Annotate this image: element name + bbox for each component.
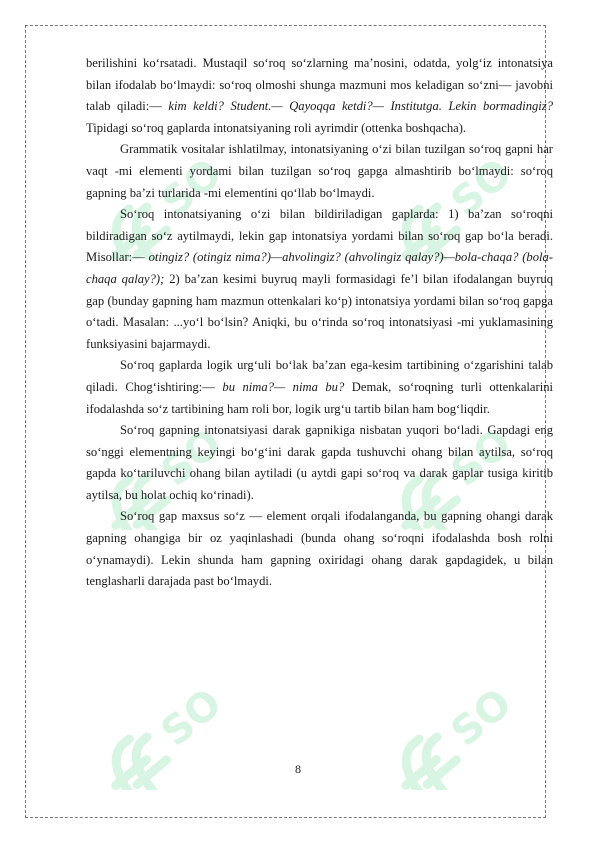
svg-text:SO: SO — [152, 680, 231, 756]
italic-run: kim keldi? Student.— Qayoqqa ketdi?— Institutga. Lekin bormadingiz? — [168, 99, 554, 114]
text-run: Grammatik vositalar ishlatilmay, intonatsiyaning o‘zi bilan tuzilgan so‘roq gapni har vaqt -mi elementi yordami bilan tuzilgan so‘roq gapga almashtirib bo‘lmaydi: so‘roq gapning ba’zi turlarida -mi elementini qo‘llab bo‘lmaydi. — [86, 142, 553, 200]
page-number: 8 — [295, 762, 301, 776]
italic-run: otingiz? (otingiz nima?)—ahvolingiz? (ahvolingiz qalay?)—bola-chaqa? (bola-chaqa qalay?); — [86, 250, 553, 286]
svg-text:SO: SO — [442, 680, 521, 756]
italic-run: bu nima?— nima bu? — [222, 379, 345, 394]
paragraph — [86, 506, 553, 592]
svg-text:SO: SO — [442, 420, 521, 496]
paragraph — [86, 139, 553, 204]
paragraph — [86, 53, 553, 139]
text-run: 2) ba’zan kesimi buyruq mayli formasidagi fe’l bilan ifodalangan buyruq gap (bunday gapning ham mazmun ottenkalari ko‘p) intonatsiya yordami bilan so‘roq gapga o‘tadi. Masalan: ...yo‘l bo‘lsin? Aniqki, bu o‘rinda so‘roq intonatsiyasi -mi yuklamasining funksiyasini bajarmaydi. — [86, 271, 554, 351]
text-run: So‘roq intonatsiyaning o‘zi bilan bildiriladigan gaplarda: 1) ba’zan so‘roqni bildiradigan so‘z aytilmaydi, lekin gap intonatsiya yordami bilan so‘roq gap bo‘la beradi. Misollar:— — [86, 207, 553, 265]
paragraph — [86, 204, 553, 355]
svg-text:SO: SO — [152, 420, 231, 496]
svg-text:SO: SO — [152, 150, 231, 226]
text-run: berilishini ko‘rsatadi. Mustaqil so‘roq so‘zlarning ma’nosini, odatda, yolg‘iz intonatsiya bilan ifodalab bo‘lmaydi: so‘roq olmoshi shunga mazmuni mos keladigan so‘zni— javobni talab qiladi:— — [86, 56, 553, 114]
text-run: So‘roq gaplarda logik urg‘uli bo‘lak ba’zan ega-kesim tartibining o‘zgarishini talab qiladi. Chog‘ishtiring:— — [86, 358, 553, 394]
text-run: So‘roq gapning intonatsiyasi darak gapnikiga nisbatan yuqori bo‘ladi. Gapdagi eng so‘nggi elementning keyingi bo‘g‘ini darak gapda tushuvchi ohang bilan aytilsa, so‘roq gapda ko‘tariluvchi ohang bilan aytiladi (u aytdi gapi so‘roq va darak gaplar tusiga kiritib aytilsa, bu holat ochiq ko‘rinadi). — [86, 423, 553, 502]
svg-text:SO: SO — [442, 150, 521, 226]
document-body — [86, 53, 553, 593]
paragraph — [86, 355, 553, 420]
text-run: Tipidagi so‘roq gaplarda intonatsiyaning roli ayrimdir (ottenka boshqacha). — [86, 120, 467, 135]
text-run: Demak, so‘roqning turli ottenkalarini ifodalashda so‘z tartibining ham roli bor, logik urg‘u tartib bilan ham bog‘liqdir. — [86, 379, 554, 416]
text-run: So‘roq gap maxsus so‘z — element orqali ifodalanganda, bu gapning ohangi darak gapning ohangiga bir oz yaqinlashadi (bunda ohang so‘roqni ifodalashda bosh rolni o‘ynamaydi). Lekin shunda ham gapning oxiridagi ohang darak gapdagidek, u bilan tenglasharli darajada past bo‘lmaydi. — [86, 509, 553, 589]
paragraph — [86, 420, 553, 506]
